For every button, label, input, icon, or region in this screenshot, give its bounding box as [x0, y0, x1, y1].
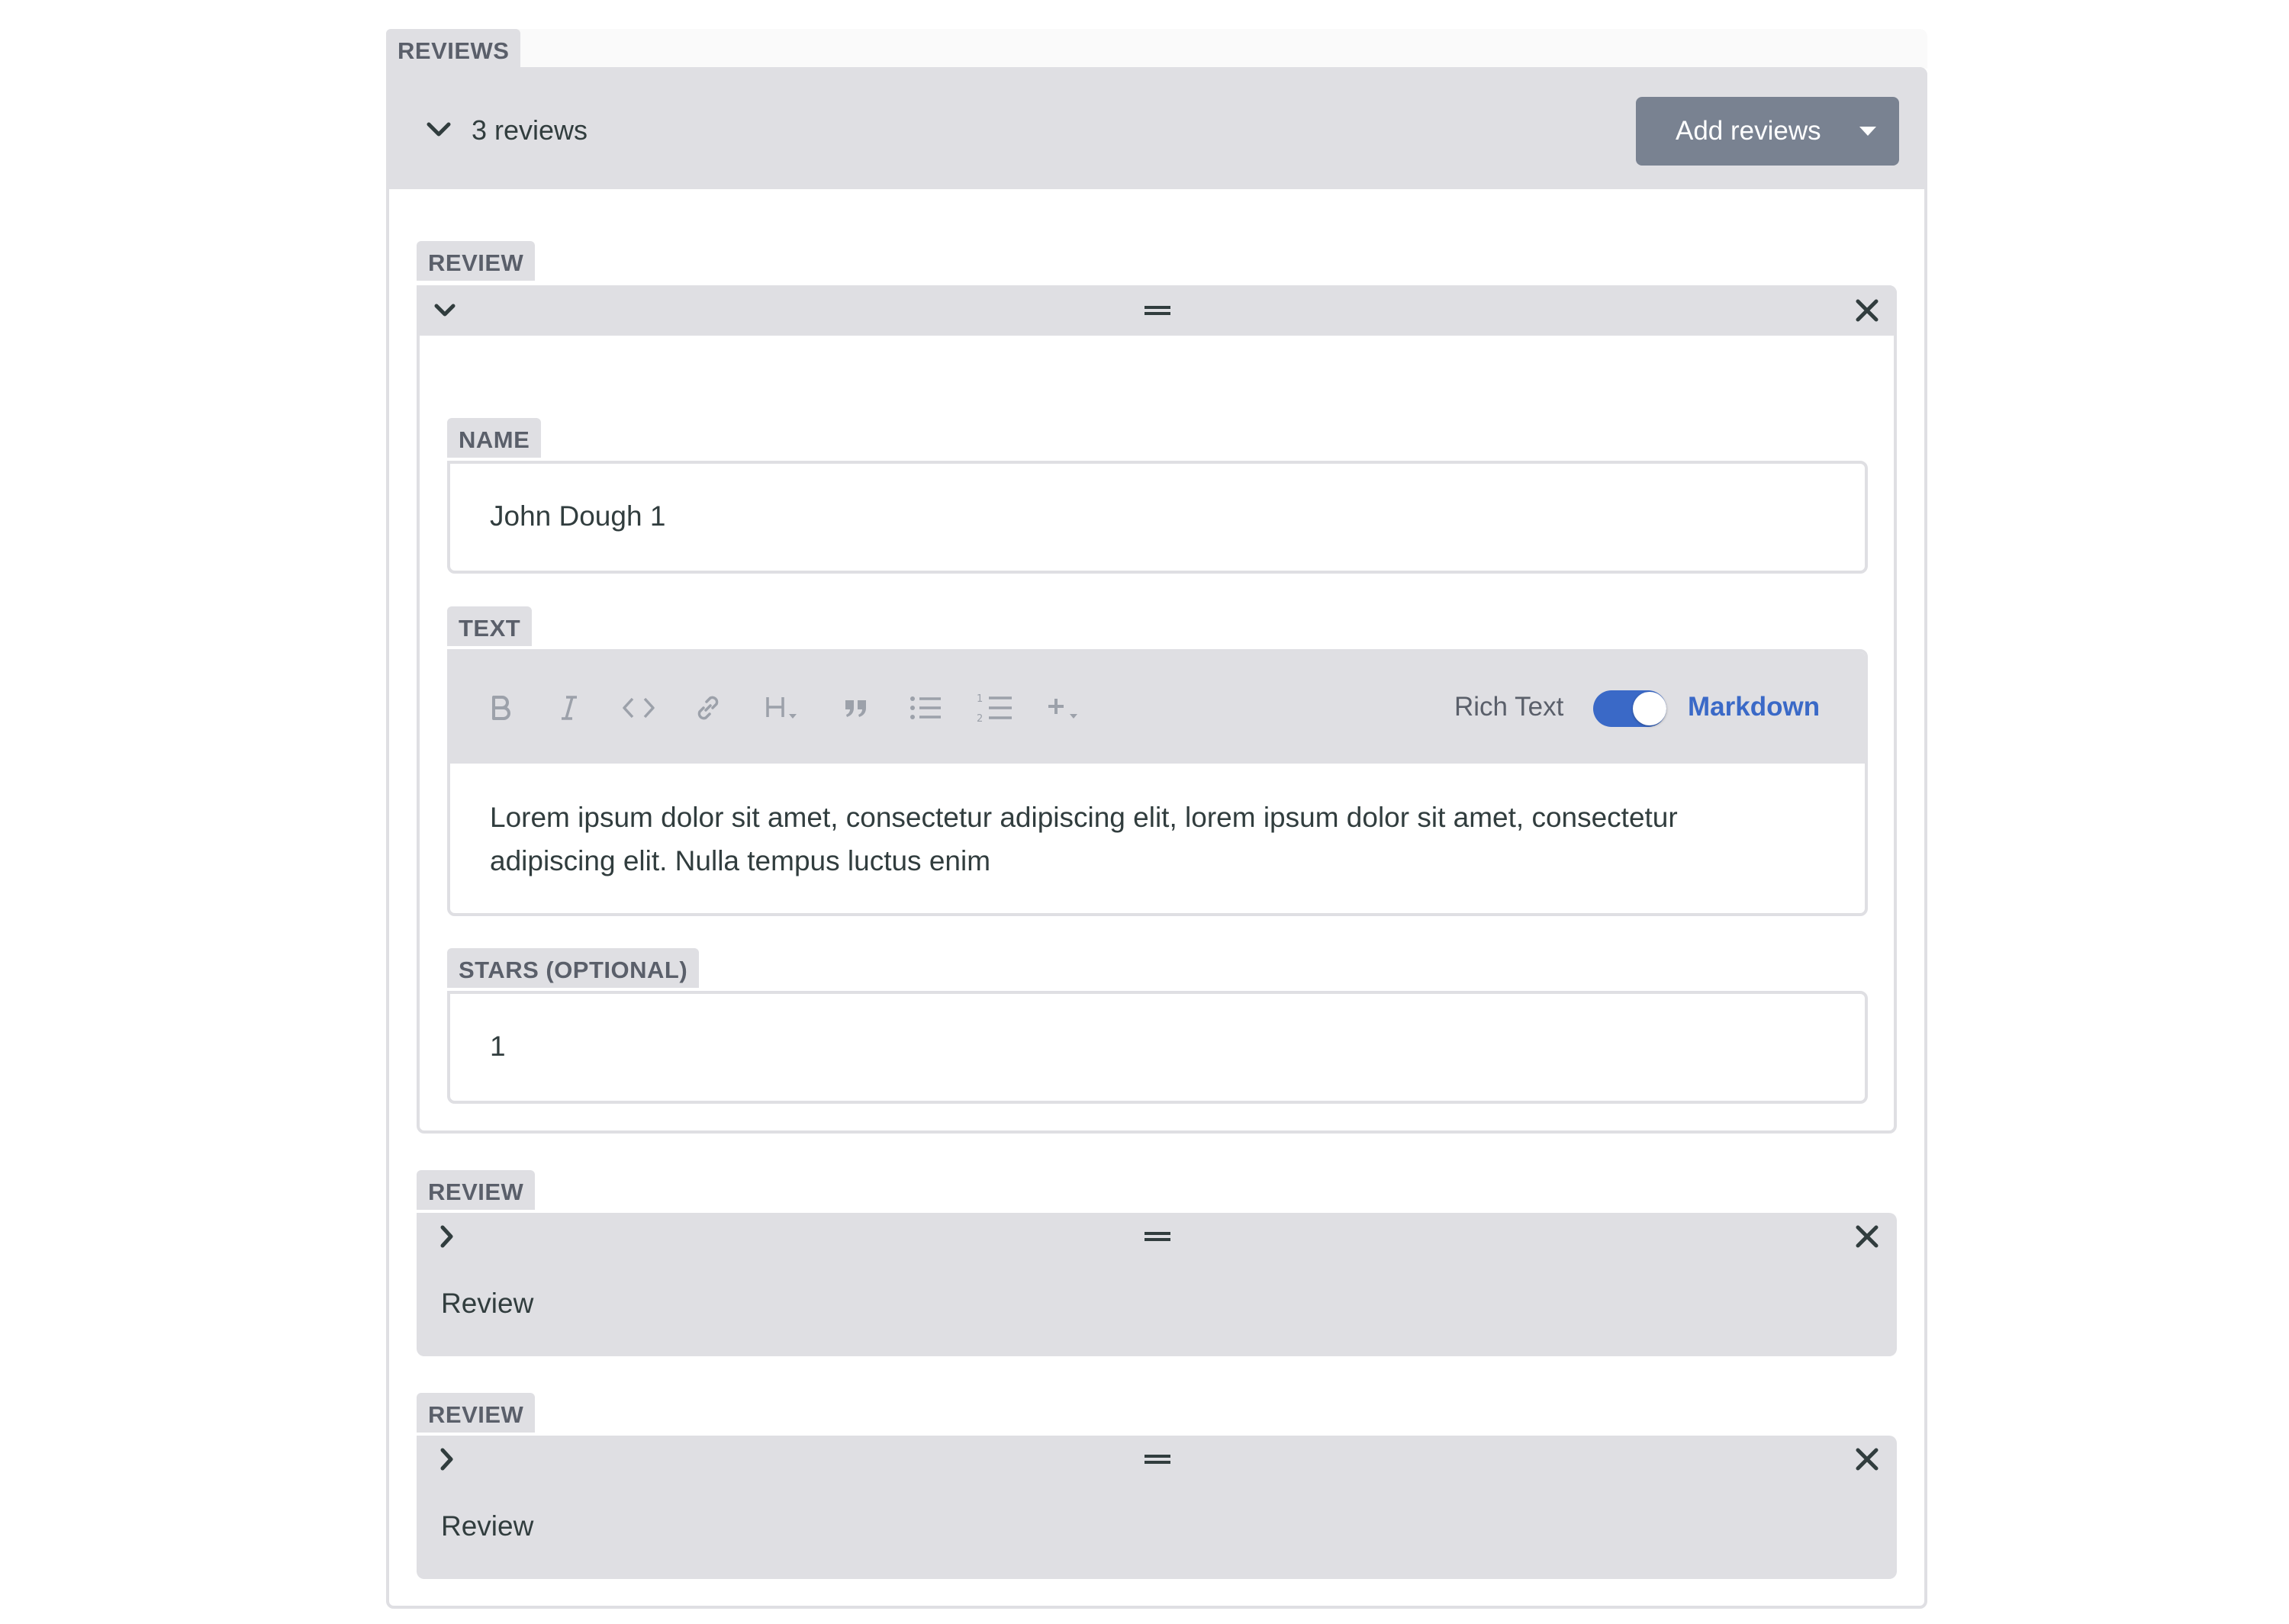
- italic-icon: [554, 693, 584, 723]
- review-2-expand-button[interactable]: [429, 1219, 464, 1254]
- close-icon: [1850, 1442, 1885, 1477]
- text-value-content: Lorem ipsum dolor sit amet, consectetur adipiscing elit, lorem ipsum dolor sit amet, consectetur adipiscing elit. Nulla tempus luctus enim: [490, 802, 1678, 876]
- drag-handle-icon: [1138, 1225, 1177, 1248]
- review-3-remove-button[interactable]: [1850, 1442, 1885, 1477]
- review-1-remove-button[interactable]: [1850, 293, 1885, 328]
- review-2-drag-handle[interactable]: [1138, 1225, 1177, 1248]
- code-button[interactable]: [616, 685, 662, 731]
- review-3-expand-button[interactable]: [429, 1442, 464, 1477]
- close-icon: [1850, 293, 1885, 328]
- review-card-3[interactable]: [417, 1436, 1897, 1579]
- review-1-drag-handle[interactable]: [1138, 299, 1177, 322]
- quote-icon: [841, 693, 871, 723]
- review-2-summary: Review: [441, 1288, 534, 1319]
- review-3-drag-handle[interactable]: [1138, 1448, 1177, 1471]
- numbered-list-button[interactable]: [972, 685, 1018, 731]
- name-label: NAME: [447, 418, 541, 458]
- editor-toolbar: [450, 652, 1865, 764]
- bold-button[interactable]: [478, 685, 523, 731]
- add-icon: [1045, 693, 1088, 723]
- add-component-button[interactable]: [1042, 685, 1091, 731]
- svg-text:1: 1: [977, 693, 984, 705]
- chevron-right-icon: [429, 1219, 464, 1254]
- review-3-summary: Review: [441, 1510, 534, 1542]
- bulleted-list-button[interactable]: [903, 685, 948, 731]
- name-value: John Dough 1: [490, 500, 666, 532]
- quote-button[interactable]: [833, 685, 879, 731]
- name-input[interactable]: [447, 461, 1868, 574]
- chevron-down-icon: [426, 293, 464, 328]
- text-value[interactable]: [490, 796, 1787, 883]
- rich-text-mode-label[interactable]: Rich Text: [1454, 692, 1564, 722]
- toggle-knob: [1633, 692, 1666, 725]
- stars-label: STARS (OPTIONAL): [447, 948, 699, 988]
- review-2-label: REVIEW: [417, 1170, 535, 1210]
- heading-icon: [761, 693, 807, 723]
- link-button[interactable]: [685, 685, 731, 731]
- link-icon: [693, 693, 723, 723]
- reviews-count: 3 reviews: [472, 114, 588, 146]
- text-label: TEXT: [447, 606, 532, 646]
- review-1-collapse-button[interactable]: [426, 293, 464, 328]
- drag-handle-icon: [1138, 1448, 1177, 1471]
- review-2-remove-button[interactable]: [1850, 1219, 1885, 1254]
- close-icon: [1850, 1219, 1885, 1254]
- reviews-top-band: [386, 29, 1927, 69]
- markdown-mode-label[interactable]: Markdown: [1688, 692, 1821, 722]
- reviews-label: REVIEWS: [386, 29, 520, 69]
- add-reviews-label: Add reviews: [1676, 116, 1821, 146]
- drag-handle-icon: [1138, 299, 1177, 322]
- chevron-down-icon: [420, 111, 458, 150]
- text-editor: [447, 649, 1868, 916]
- code-icon: [620, 693, 657, 723]
- heading-button[interactable]: [758, 685, 811, 731]
- review-card-2[interactable]: [417, 1213, 1897, 1356]
- bold-icon: [485, 693, 516, 723]
- add-reviews-button[interactable]: [1636, 97, 1899, 166]
- review-1-label: REVIEW: [417, 241, 535, 281]
- svg-text:2: 2: [977, 713, 984, 725]
- numbered-list-icon: [975, 691, 1015, 725]
- caret-down-icon[interactable]: [1857, 122, 1879, 140]
- chevron-right-icon: [429, 1442, 464, 1477]
- bulleted-list-icon: [907, 693, 944, 723]
- stars-value: 1: [490, 1031, 506, 1062]
- markdown-toggle[interactable]: [1593, 690, 1666, 727]
- italic-button[interactable]: [546, 685, 592, 731]
- stars-input[interactable]: [447, 991, 1868, 1104]
- collapse-list-button[interactable]: [420, 111, 458, 150]
- review-3-label: REVIEW: [417, 1393, 535, 1433]
